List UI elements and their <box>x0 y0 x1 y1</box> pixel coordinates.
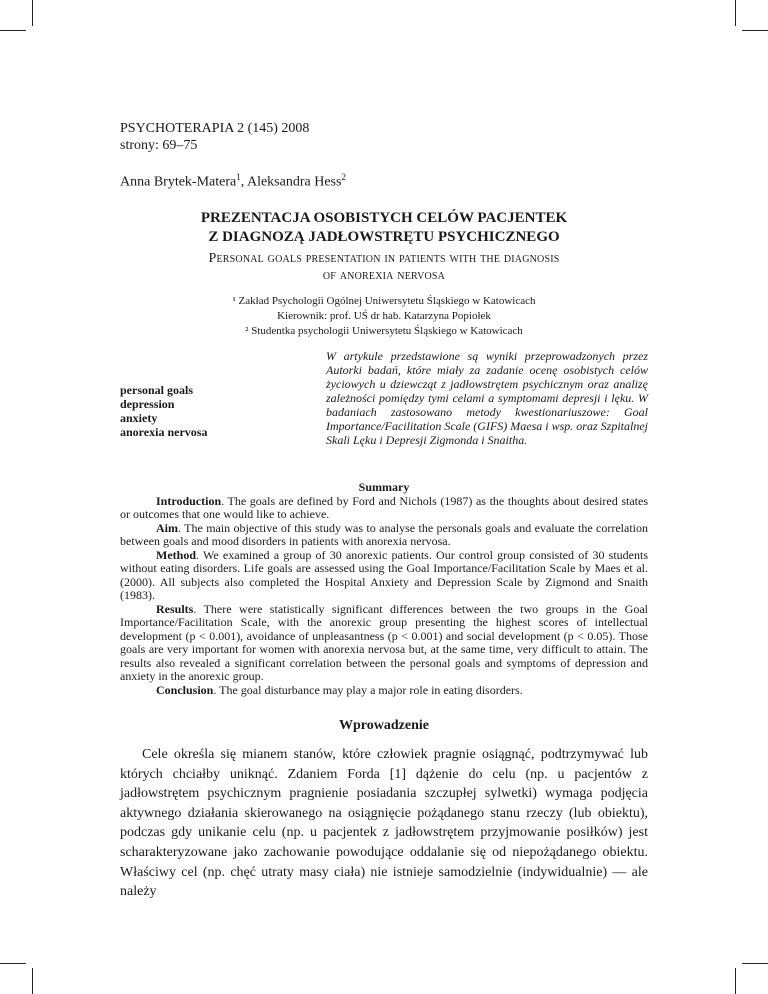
title-polish <box>120 209 648 247</box>
author-separator: , <box>240 174 247 190</box>
crop-mark <box>735 968 736 994</box>
summary-paragraph <box>120 684 648 698</box>
summary-text: . The goal disturbance may play a major role in eating disorders. <box>213 682 523 697</box>
summary-label: Aim <box>156 520 178 535</box>
author-list <box>120 172 346 191</box>
summary <box>120 481 648 697</box>
journal-issue: PSYCHOTERAPIA 2 (145) 2008 <box>120 121 310 136</box>
keyword: depression <box>120 397 175 411</box>
crop-mark <box>32 0 33 26</box>
affiliation-line: Kierownik: prof. UŚ dr hab. Katarzyna Popiołek <box>277 310 491 322</box>
summary-paragraph <box>120 495 648 522</box>
summary-paragraph <box>120 549 648 603</box>
crop-mark <box>0 30 26 31</box>
affiliation-marker: 2 <box>341 172 346 182</box>
summary-text: . The main objective of this study was to analyse the personals goals and evaluate the correlation between goals and mood disorders in patients with anorexia nervosa. <box>120 520 648 548</box>
title-line: Z DIAGNOZĄ JADŁOWSTRĘTU PSYCHICZNEGO <box>208 229 560 245</box>
body-paragraph: Cele określa się mianem stanów, które człowiek pragnie osiągnąć, podtrzymywać lub których chciałby uniknąć. Zdaniem Forda [1] dążenie do celu (np. u pacjentów z jadłowstrętem psychicznym pragnienie posiadania szczupłej sylwetki) wymaga podjęcia aktywnego działania skierowanego na osiągnięcie pożądanego stanu rzeczy (lub obiektu), podczas gdy unikanie celu (np. u pacjentek z jadłowstrętem przyjmowanie posiłków) jest scharakteryzowane jako zachowanie powodujące oddalanie się od niepożądanego obiektu. Właściwy cel (np. chęć utraty masy ciała) nie istnieje samodzielnie (indywidualnie) — ale należy <box>120 747 648 900</box>
affiliation-marker: 1 <box>236 172 241 182</box>
crop-mark <box>742 30 768 31</box>
summary-label: Conclusion <box>156 682 214 697</box>
summary-label: Method <box>156 547 196 562</box>
keywords <box>120 383 207 439</box>
summary-text: . We examined a group of 30 anorexic patients. Our control group consisted of 30 students without eating disorders. Life goals are assessed using the Goal Importance/Facilitation Scale by Maes et al. (2000). All subjects also completed the Hospital Anxiety and Depression Scale by Zigmond and Snaith (1983). <box>120 547 648 602</box>
title-line: Personal goals presentation in patients with the diagnosis <box>208 251 560 266</box>
journal-pages: strony: 69–75 <box>120 138 198 153</box>
summary-label: Introduction <box>156 493 222 508</box>
summary-heading: Summary <box>358 480 410 494</box>
title-english <box>120 250 648 284</box>
crop-mark <box>735 0 736 26</box>
crop-mark <box>742 963 768 964</box>
crop-mark <box>0 963 26 964</box>
affiliation-line: ¹ Zakład Psychologii Ogólnej Uniwersytetu Śląskiego w Katowicach <box>232 295 536 307</box>
summary-label: Results <box>156 601 194 616</box>
summary-text: . The goals are defined by Ford and Nichols (1987) as the thoughts about desired states or outcomes that one would like to achieve. <box>120 493 648 521</box>
title-line: PREZENTACJA OSOBISTYCH CELÓW PACJENTEK <box>200 210 568 226</box>
keyword: anxiety <box>120 411 158 425</box>
section-heading: Wprowadzenie <box>339 718 429 733</box>
title-line: of anorexia nervosa <box>322 268 446 283</box>
summary-paragraph <box>120 603 648 684</box>
affiliation-line: ² Studentka psychologii Uniwersytetu Śląskiego w Katowicach <box>245 325 523 337</box>
keyword: personal goals <box>120 383 194 397</box>
author-name: Anna Brytek-Matera <box>120 174 237 190</box>
author-name: Aleksandra Hess <box>246 174 342 190</box>
journal-info <box>120 120 309 154</box>
abstract-polish: W artykule przedstawione są wyniki przeprowadzonych przez Autorki badań, które miały za zadanie ocenę osobistych celów życiowych u dziewcząt z jadłowstrętem psychicznym oraz analizę zależności pomiędzy tymi celami a symptomami depresji i lęku. W badaniach zastosowano metody kwestionariuszowe: Goal Importance/Facilitation Scale (GIFS) Maesa i wsp. oraz Szpitalnej Skali Lęku i Depresji Zigmonda i Snaitha. <box>326 349 648 447</box>
affiliations <box>120 294 648 339</box>
summary-paragraph <box>120 522 648 549</box>
keyword: anorexia nervosa <box>120 425 208 439</box>
crop-mark <box>32 968 33 994</box>
summary-text: . There were statistically significant differences between the two groups in the Goal Importance/Facilitation Scale, with the anorexic group presenting the highest scores of intellectual development (p < 0.001), avoidance of unpleasantness (p < 0.001) and social development (p < 0.05). Those goals are very important for women with anorexia nervosa but, at the same time, very difficult to attain. The results also revealed a significant correlation between the personal goals and symptoms of depression and anxiety in the anorexic group. <box>120 601 648 683</box>
